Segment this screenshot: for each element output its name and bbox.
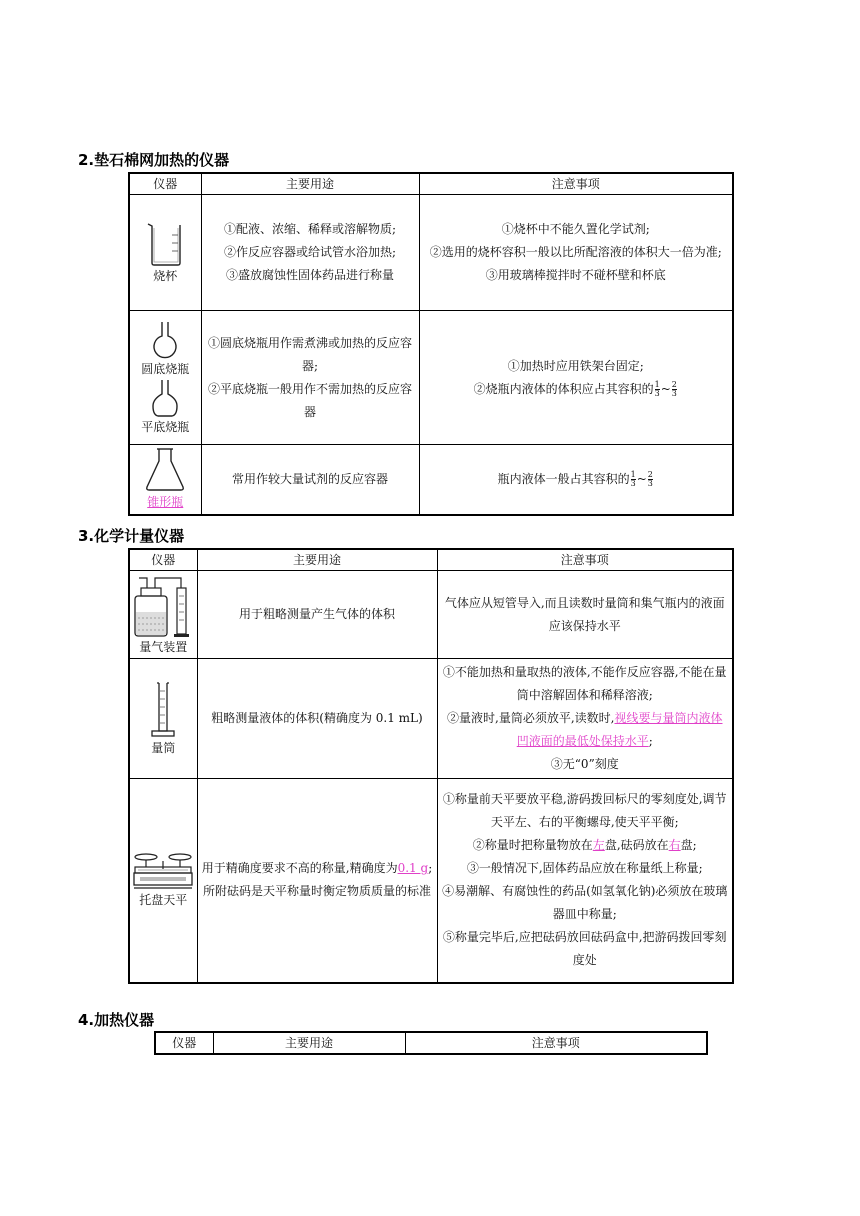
gas-measuring-apparatus-icon — [131, 574, 195, 638]
cylinder-note-3: ③无“0”刻度 — [550, 757, 619, 771]
table-heating-instruments — [154, 1031, 708, 1055]
flask-note-1: ①加热时应用铁架台固定; — [507, 358, 644, 373]
fraction-two-thirds: $\frac{2}{3}$ — [647, 469, 653, 488]
gas-apparatus-use: 用于粗略测量产生气体的体积 — [238, 607, 395, 621]
table-row-graduated-cylinder: 量筒 粗略测量液体的体积(精确度为 0.1 mL) ①不能加热和量取热的液体,不能作反应容器,不能在量筒中溶解固体和稀释溶液; ②量液时,量筒必须放平,读数时,视线要与量筒内液体凹液面的最低处保持水平; ③无“0”刻度 — [129, 659, 733, 779]
balance-note-2a: ②称量时把称量物放在 — [472, 838, 593, 853]
balance-use-b: ;所附砝码是天平称量时衡定物质质量的标准 — [202, 861, 433, 899]
flask-note-2: ②烧瓶内液体的体积应占其容积的 — [473, 381, 654, 396]
table-measuring-instruments — [128, 548, 734, 984]
cylinder-use: 粗略测量液体的体积(精确度为 0.1 mL) — [211, 711, 423, 725]
instrument-name-round-bottom-flask: 圆底烧瓶 — [141, 361, 190, 376]
section-3-heading: 3.化学计量仪器 — [78, 527, 185, 545]
header-instrument: 仪器 — [129, 173, 201, 195]
header-instrument: 仪器 — [155, 1032, 213, 1054]
header-uses: 主要用途 — [197, 549, 437, 571]
round-bottom-flask-icon — [150, 320, 180, 360]
table-row-gas-apparatus — [129, 571, 733, 659]
table-row-flasks — [129, 311, 733, 445]
table-row-erlenmeyer — [129, 445, 733, 515]
table-header-row — [129, 549, 733, 571]
balance-note-answer-left: 左 — [592, 838, 605, 853]
cylinder-note-1: ①不能加热和量取热的液体,不能作反应容器,不能在量筒中溶解固体和稀释溶液; — [442, 665, 727, 702]
balance-note-2c: 盘; — [680, 838, 697, 853]
instrument-name-gas-apparatus: 量气装置 — [139, 639, 188, 654]
table-row-beaker — [129, 195, 733, 311]
table-header-row — [129, 173, 733, 195]
balance-use-answer: 0.1 g — [397, 861, 429, 876]
erlenmeyer-flask-icon — [143, 447, 187, 493]
erlenmeyer-note: 瓶内液体一般占其容积的 — [497, 471, 630, 486]
instrument-name-graduated-cylinder: 量筒 — [151, 740, 176, 755]
fraction-one-third: $\frac{1}{3}$ — [654, 379, 660, 398]
fraction-two-thirds: $\frac{2}{3}$ — [671, 379, 677, 398]
instrument-name-balance: 托盘天平 — [139, 893, 188, 908]
balance-scale-icon — [132, 851, 194, 891]
header-uses: 主要用途 — [213, 1032, 405, 1054]
tilde: ~ — [636, 471, 647, 486]
balance-note-3: ③一般情况下,固体药品应放在称量纸上称量; — [466, 861, 703, 876]
beaker-note-3: ③用玻璃棒搅拌时不碰杯壁和杯底 — [485, 268, 666, 282]
table-heating-with-gauze — [128, 172, 734, 516]
beaker-use-1: ①配液、浓缩、稀释或溶解物质; — [223, 222, 397, 236]
balance-note-answer-right: 右 — [668, 838, 681, 853]
header-instrument: 仪器 — [129, 549, 197, 571]
flask-use-2: ②平底烧瓶一般用作不需加热的反应容器 — [207, 381, 412, 419]
gas-apparatus-note: 气体应从短管导入,而且读数时量筒和集气瓶内的液面应该保持水平 — [444, 595, 725, 633]
flat-bottom-flask-icon — [150, 378, 180, 418]
section-2-heading: 2.垫石棉网加热的仪器 — [78, 151, 230, 169]
beaker-icon — [144, 221, 186, 267]
flask-use-1: ①圆底烧瓶用作需煮沸或加热的反应容器; — [207, 335, 412, 373]
section-4-heading: 4.加热仪器 — [78, 1011, 155, 1029]
beaker-note-2: ②选用的烧杯容积一般以比所配溶液的体积大一倍为准; — [429, 245, 722, 259]
instrument-name-erlenmeyer-link[interactable]: 锥形瓶 — [147, 495, 184, 510]
balance-note-4: ④易潮解、有腐蚀性的药品(如氢氧化钠)必须放在玻璃器皿中称量; — [442, 884, 728, 922]
table-row-balance — [129, 779, 733, 983]
cylinder-note-2: ②量液时,量筒必须放平,读数时, — [447, 711, 615, 725]
instrument-name-beaker: 烧杯 — [153, 268, 178, 283]
balance-note-2b: 盘,砝码放在 — [604, 838, 669, 853]
balance-use-a: 用于精确度要求不高的称量,精确度为 — [201, 861, 398, 876]
beaker-use-2: ②作反应容器或给试管水浴加热; — [223, 245, 397, 259]
instrument-name-flat-bottom-flask: 平底烧瓶 — [141, 419, 190, 434]
beaker-note-1: ①烧杯中不能久置化学试剂; — [501, 222, 650, 236]
erlenmeyer-use: 常用作较大量试剂的反应容器 — [231, 471, 388, 486]
header-notes: 注意事项 — [405, 1032, 707, 1054]
table-header-row — [155, 1032, 707, 1054]
balance-note-1: ①称量前天平要放平稳,游码拨回标尺的零刻度处,调节天平左、右的平衡螺母,使天平平衡; — [442, 792, 727, 830]
graduated-cylinder-icon — [149, 681, 177, 739]
header-notes: 注意事项 — [419, 173, 733, 195]
fraction-one-third: $\frac{1}{3}$ — [630, 469, 636, 488]
header-uses: 主要用途 — [201, 173, 419, 195]
tilde: ~ — [660, 381, 671, 396]
cylinder-note-2-answer: 视线要与量筒内液体凹液面的最低处保持水平 — [516, 711, 723, 748]
beaker-use-3: ③盛放腐蚀性固体药品进行称量 — [225, 268, 394, 282]
balance-note-5: ⑤称量完毕后,应把砝码放回砝码盒中,把游码拨回零刻度处 — [442, 930, 727, 968]
header-notes: 注意事项 — [437, 549, 733, 571]
